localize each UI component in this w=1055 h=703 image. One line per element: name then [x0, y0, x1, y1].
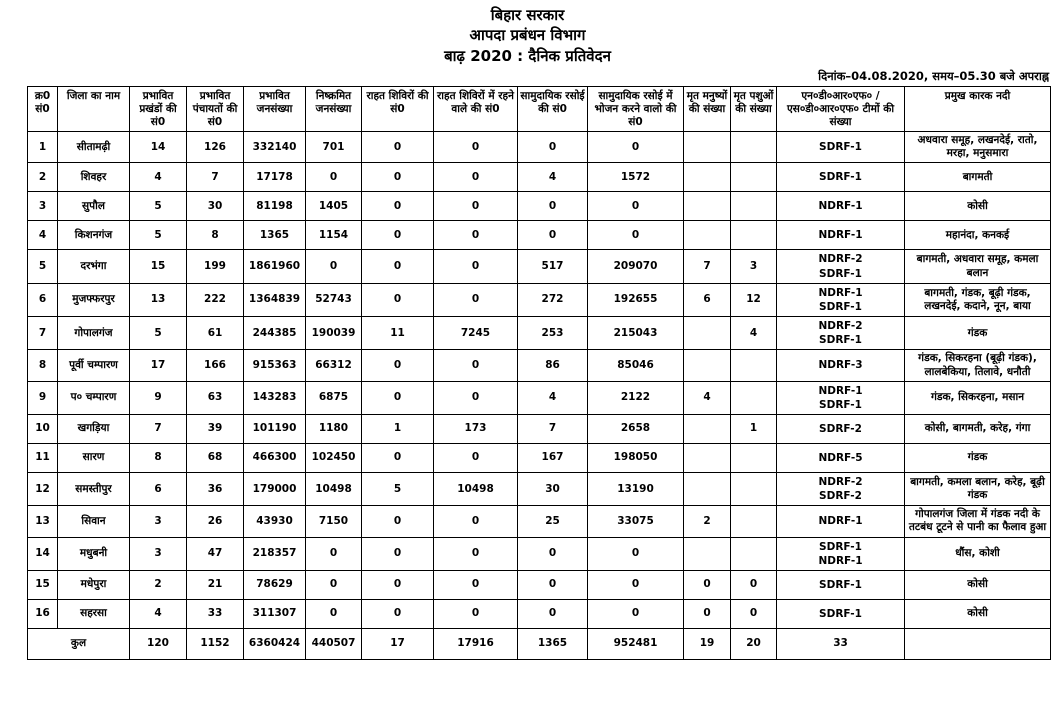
value-cell: 81198 — [244, 192, 306, 221]
value-cell: 126 — [187, 132, 244, 163]
team-label: SDRF-1 — [819, 540, 862, 553]
value-cell: 0 — [434, 250, 518, 283]
value-cell: 701 — [306, 132, 362, 163]
value-cell: 0 — [731, 599, 777, 628]
value-cell: 13190 — [588, 473, 684, 506]
table-row — [28, 283, 1051, 316]
value-cell: 30 — [187, 192, 244, 221]
value-cell: 0 — [362, 506, 434, 537]
column-header-6: निष्क्रमित जनसंख्या — [306, 86, 362, 131]
value-cell: 0 — [434, 350, 518, 381]
table-row — [28, 444, 1051, 473]
total-row — [28, 628, 1051, 659]
teams-cell — [777, 570, 905, 599]
total-teams-cell: 33 — [777, 628, 905, 659]
table-row — [28, 473, 1051, 506]
value-cell: 1405 — [306, 192, 362, 221]
teams-cell — [777, 506, 905, 537]
value-cell: 1861960 — [244, 250, 306, 283]
value-cell: 0 — [362, 163, 434, 192]
value-cell: 0 — [362, 283, 434, 316]
value-cell: 0 — [684, 570, 731, 599]
total-value-cell: 1152 — [187, 628, 244, 659]
teams-cell — [777, 283, 905, 316]
total-value-cell: 6360424 — [244, 628, 306, 659]
column-header-4: प्रभावित पंचायतों की सं0 — [187, 86, 244, 131]
value-cell: 0 — [518, 599, 588, 628]
value-cell — [684, 415, 731, 444]
value-cell: 17 — [130, 350, 187, 381]
value-cell — [684, 192, 731, 221]
value-cell: 5 — [130, 192, 187, 221]
value-cell — [731, 473, 777, 506]
value-cell: 190039 — [306, 317, 362, 350]
rivers-cell: बागमती, अधवारा समूह, कमला बलान — [905, 250, 1051, 283]
value-cell: 0 — [434, 381, 518, 414]
total-value-cell: 19 — [684, 628, 731, 659]
team-label: NDRF-2 — [818, 320, 863, 333]
serial-cell: 14 — [28, 537, 58, 570]
serial-cell: 8 — [28, 350, 58, 381]
district-cell: दरभंगा — [58, 250, 130, 283]
value-cell: 102450 — [306, 444, 362, 473]
value-cell: 4 — [518, 163, 588, 192]
value-cell — [684, 132, 731, 163]
teams-cell — [777, 163, 905, 192]
value-cell: 0 — [588, 132, 684, 163]
value-cell: 12 — [731, 283, 777, 316]
column-header-13: एन०डी०आर०एफ० / एस०डी०आर०एफ० टीमों की संख्या — [777, 86, 905, 131]
value-cell: 10498 — [434, 473, 518, 506]
report-title: बाढ़ 2020 : दैनिक प्रतिवेदन — [444, 46, 611, 65]
table-header-row — [28, 86, 1051, 131]
serial-cell: 5 — [28, 250, 58, 283]
total-value-cell: 1365 — [518, 628, 588, 659]
value-cell: 1365 — [244, 221, 306, 250]
value-cell: 5 — [130, 317, 187, 350]
value-cell: 0 — [731, 570, 777, 599]
rivers-cell: कोसी — [905, 570, 1051, 599]
team-label: NDRF-2 — [818, 253, 863, 266]
value-cell: 68 — [187, 444, 244, 473]
value-cell: 0 — [434, 570, 518, 599]
value-cell: 4 — [731, 317, 777, 350]
value-cell — [684, 537, 731, 570]
value-cell: 0 — [306, 570, 362, 599]
value-cell — [731, 132, 777, 163]
serial-cell: 13 — [28, 506, 58, 537]
district-cell: समस्तीपुर — [58, 473, 130, 506]
value-cell: 0 — [362, 599, 434, 628]
district-cell: सारण — [58, 444, 130, 473]
rivers-cell: बागमती — [905, 163, 1051, 192]
value-cell: 0 — [434, 444, 518, 473]
teams-cell — [777, 473, 905, 506]
district-cell: मधुबनी — [58, 537, 130, 570]
total-value-cell: 20 — [731, 628, 777, 659]
value-cell: 1180 — [306, 415, 362, 444]
value-cell — [731, 221, 777, 250]
value-cell: 253 — [518, 317, 588, 350]
value-cell: 7 — [518, 415, 588, 444]
value-cell: 272 — [518, 283, 588, 316]
value-cell: 0 — [684, 599, 731, 628]
value-cell: 5 — [130, 221, 187, 250]
value-cell: 0 — [434, 599, 518, 628]
value-cell: 179000 — [244, 473, 306, 506]
date-time-line: दिनांक–04.08.2020, समय–05.30 बजे अपराह्न — [818, 68, 1049, 83]
table-row — [28, 163, 1051, 192]
team-label: NDRF-2 — [818, 476, 863, 488]
value-cell: 13 — [130, 283, 187, 316]
value-cell: 1 — [362, 415, 434, 444]
value-cell: 0 — [362, 192, 434, 221]
value-cell: 10498 — [306, 473, 362, 506]
table-row — [28, 132, 1051, 163]
value-cell — [731, 381, 777, 414]
team-label: SDRF-1 — [819, 398, 862, 411]
teams-cell — [777, 444, 905, 473]
teams-cell — [777, 599, 905, 628]
district-cell: पूर्वी चम्पारण — [58, 350, 130, 381]
column-header-1: क्र0 सं0 — [28, 86, 58, 131]
rivers-cell: धौंस, कोशी — [905, 537, 1051, 570]
serial-cell: 10 — [28, 415, 58, 444]
value-cell: 5 — [362, 473, 434, 506]
value-cell: 0 — [362, 570, 434, 599]
value-cell: 0 — [434, 132, 518, 163]
teams-cell — [777, 381, 905, 414]
value-cell: 192655 — [588, 283, 684, 316]
value-cell: 2658 — [588, 415, 684, 444]
value-cell: 63 — [187, 381, 244, 414]
value-cell: 166 — [187, 350, 244, 381]
value-cell: 222 — [187, 283, 244, 316]
column-header-9: सामुदायिक रसोई की सं0 — [518, 86, 588, 131]
value-cell: 2 — [130, 570, 187, 599]
value-cell: 7245 — [434, 317, 518, 350]
value-cell: 0 — [588, 192, 684, 221]
table-row — [28, 192, 1051, 221]
value-cell: 215043 — [588, 317, 684, 350]
district-cell: शिवहर — [58, 163, 130, 192]
value-cell — [684, 317, 731, 350]
teams-cell — [777, 132, 905, 163]
teams-cell — [777, 317, 905, 350]
value-cell: 0 — [362, 381, 434, 414]
value-cell: 78629 — [244, 570, 306, 599]
value-cell: 173 — [434, 415, 518, 444]
value-cell: 0 — [588, 599, 684, 628]
value-cell — [684, 473, 731, 506]
total-value-cell: 952481 — [588, 628, 684, 659]
team-label: SDRF-1 — [819, 171, 862, 184]
district-cell: गोपालगंज — [58, 317, 130, 350]
value-cell: 52743 — [306, 283, 362, 316]
value-cell — [731, 192, 777, 221]
value-cell: 0 — [518, 221, 588, 250]
value-cell: 0 — [434, 283, 518, 316]
value-cell: 3 — [731, 250, 777, 283]
value-cell: 0 — [588, 221, 684, 250]
value-cell: 86 — [518, 350, 588, 381]
value-cell: 0 — [434, 221, 518, 250]
teams-cell — [777, 250, 905, 283]
value-cell: 7 — [187, 163, 244, 192]
column-header-10: सामुदायिक रसोई में भोजन करने वालो की सं0 — [588, 86, 684, 131]
value-cell: 143283 — [244, 381, 306, 414]
value-cell: 61 — [187, 317, 244, 350]
value-cell: 0 — [434, 192, 518, 221]
value-cell — [684, 221, 731, 250]
value-cell: 33075 — [588, 506, 684, 537]
rivers-cell: कोसी — [905, 599, 1051, 628]
value-cell: 4 — [130, 163, 187, 192]
value-cell: 311307 — [244, 599, 306, 628]
value-cell: 244385 — [244, 317, 306, 350]
serial-cell: 2 — [28, 163, 58, 192]
value-cell — [731, 537, 777, 570]
flood-report-table — [27, 86, 1051, 660]
value-cell: 66312 — [306, 350, 362, 381]
value-cell — [731, 350, 777, 381]
value-cell: 9 — [130, 381, 187, 414]
value-cell: 3 — [130, 506, 187, 537]
value-cell: 0 — [362, 221, 434, 250]
value-cell: 14 — [130, 132, 187, 163]
value-cell — [684, 444, 731, 473]
column-header-7: राहत शिविरों की सं0 — [362, 86, 434, 131]
rivers-cell: गंडक, सिकरहना (बूढ़ी गंडक), लालबेकिया, तिलावे, धनौती — [905, 350, 1051, 381]
value-cell: 25 — [518, 506, 588, 537]
team-label: SDRF-1 — [819, 141, 862, 154]
value-cell: 47 — [187, 537, 244, 570]
column-header-3: प्रभावित प्रखंडों की सं0 — [130, 86, 187, 131]
value-cell: 7150 — [306, 506, 362, 537]
value-cell: 0 — [306, 163, 362, 192]
teams-cell — [777, 192, 905, 221]
serial-cell: 7 — [28, 317, 58, 350]
value-cell: 466300 — [244, 444, 306, 473]
column-header-12: मृत पशुओं की संख्या — [731, 86, 777, 131]
value-cell: 0 — [434, 163, 518, 192]
serial-cell: 11 — [28, 444, 58, 473]
district-cell: मुजफ्फरपुर — [58, 283, 130, 316]
value-cell: 167 — [518, 444, 588, 473]
teams-cell — [777, 221, 905, 250]
district-cell: खगड़िया — [58, 415, 130, 444]
value-cell: 0 — [518, 570, 588, 599]
teams-cell — [777, 350, 905, 381]
total-label: कुल — [28, 628, 130, 659]
value-cell: 0 — [362, 350, 434, 381]
value-cell — [731, 163, 777, 192]
value-cell: 7 — [130, 415, 187, 444]
table-row — [28, 506, 1051, 537]
value-cell: 1154 — [306, 221, 362, 250]
value-cell: 0 — [362, 250, 434, 283]
team-label: SDRF-2 — [819, 422, 862, 435]
value-cell: 0 — [588, 570, 684, 599]
district-cell: किशनगंज — [58, 221, 130, 250]
value-cell: 6 — [130, 473, 187, 506]
total-rivers-cell — [905, 628, 1051, 659]
team-label: SDRF-1 — [819, 578, 862, 591]
serial-cell: 1 — [28, 132, 58, 163]
table-row — [28, 537, 1051, 570]
team-label: NDRF-3 — [818, 359, 863, 372]
teams-cell — [777, 415, 905, 444]
teams-cell — [777, 537, 905, 570]
value-cell: 0 — [518, 192, 588, 221]
value-cell: 33 — [187, 599, 244, 628]
value-cell — [731, 506, 777, 537]
value-cell: 26 — [187, 506, 244, 537]
team-label: NDRF-1 — [818, 200, 863, 213]
value-cell: 4 — [130, 599, 187, 628]
government-title: बिहार सरकार — [490, 6, 565, 24]
column-header-8: राहत शिविरों में रहने वाले की सं0 — [434, 86, 518, 131]
district-cell: मधेपुरा — [58, 570, 130, 599]
team-label: SDRF-1 — [819, 607, 862, 620]
team-label: SDRF-2 — [819, 490, 862, 503]
value-cell: 0 — [434, 537, 518, 570]
rivers-cell: गंडक — [905, 444, 1051, 473]
table-row — [28, 570, 1051, 599]
team-label: SDRF-1 — [819, 334, 862, 347]
value-cell: 4 — [684, 381, 731, 414]
value-cell: 2122 — [588, 381, 684, 414]
value-cell: 0 — [306, 599, 362, 628]
rivers-cell: गोपालगंज जिला में गंडक नदी के तटबंध टूटने से पानी का फैलाव हुआ — [905, 506, 1051, 537]
value-cell: 101190 — [244, 415, 306, 444]
team-label: SDRF-1 — [819, 267, 862, 280]
total-value-cell: 17 — [362, 628, 434, 659]
value-cell: 0 — [518, 132, 588, 163]
value-cell: 0 — [362, 537, 434, 570]
district-cell: सुपौल — [58, 192, 130, 221]
value-cell: 85046 — [588, 350, 684, 381]
district-cell: सहरसा — [58, 599, 130, 628]
rivers-cell: गंडक — [905, 317, 1051, 350]
serial-cell: 15 — [28, 570, 58, 599]
team-label: NDRF-1 — [818, 384, 863, 397]
table-row — [28, 250, 1051, 283]
column-header-14: प्रमुख कारक नदी — [905, 86, 1051, 131]
value-cell: 2 — [684, 506, 731, 537]
value-cell: 209070 — [588, 250, 684, 283]
team-label: NDRF-5 — [818, 451, 863, 464]
rivers-cell: अधवारा समूह, लखनदेई, रातो, मरहा, मनुसमारा — [905, 132, 1051, 163]
value-cell: 0 — [306, 250, 362, 283]
serial-cell: 3 — [28, 192, 58, 221]
value-cell: 0 — [362, 132, 434, 163]
value-cell: 1572 — [588, 163, 684, 192]
district-cell: सिवान — [58, 506, 130, 537]
value-cell: 915363 — [244, 350, 306, 381]
total-value-cell: 120 — [130, 628, 187, 659]
table-row — [28, 317, 1051, 350]
value-cell: 36 — [187, 473, 244, 506]
table-row — [28, 381, 1051, 414]
value-cell — [731, 444, 777, 473]
table-row — [28, 415, 1051, 444]
table-row — [28, 350, 1051, 381]
value-cell: 0 — [362, 444, 434, 473]
value-cell: 1 — [731, 415, 777, 444]
serial-cell: 16 — [28, 599, 58, 628]
rivers-cell: बागमती, गंडक, बूढ़ी गंडक, लखनदेई, कदाने, नून, बाया — [905, 283, 1051, 316]
district-cell: प० चम्पारण — [58, 381, 130, 414]
rivers-cell: कोसी, बागमती, करेह, गंगा — [905, 415, 1051, 444]
value-cell: 332140 — [244, 132, 306, 163]
rivers-cell: बागमती, कमला बलान, करेह, बूढ़ी गंडक — [905, 473, 1051, 506]
rivers-cell: गंडक, सिकरहना, मसान — [905, 381, 1051, 414]
value-cell: 0 — [518, 537, 588, 570]
value-cell: 1364839 — [244, 283, 306, 316]
district-cell: सीतामढ़ी — [58, 132, 130, 163]
table-row — [28, 599, 1051, 628]
value-cell: 218357 — [244, 537, 306, 570]
column-header-2: जिला का नाम — [58, 86, 130, 131]
value-cell: 39 — [187, 415, 244, 444]
serial-cell: 6 — [28, 283, 58, 316]
table-row — [28, 221, 1051, 250]
value-cell: 8 — [130, 444, 187, 473]
value-cell: 0 — [588, 537, 684, 570]
rivers-cell: कोसी — [905, 192, 1051, 221]
value-cell: 0 — [434, 506, 518, 537]
column-header-5: प्रभावित जनसंख्या — [244, 86, 306, 131]
department-title: आपदा प्रबंधन विभाग — [469, 26, 586, 45]
value-cell: 15 — [130, 250, 187, 283]
serial-cell: 12 — [28, 473, 58, 506]
value-cell: 30 — [518, 473, 588, 506]
value-cell: 7 — [684, 250, 731, 283]
value-cell — [684, 163, 731, 192]
value-cell: 0 — [306, 537, 362, 570]
team-label: NDRF-1 — [818, 229, 863, 242]
value-cell: 21 — [187, 570, 244, 599]
value-cell: 11 — [362, 317, 434, 350]
total-value-cell: 17916 — [434, 628, 518, 659]
serial-cell: 4 — [28, 221, 58, 250]
value-cell: 4 — [518, 381, 588, 414]
team-label: NDRF-1 — [818, 515, 863, 528]
value-cell: 3 — [130, 537, 187, 570]
value-cell: 6875 — [306, 381, 362, 414]
value-cell: 17178 — [244, 163, 306, 192]
total-value-cell: 440507 — [306, 628, 362, 659]
value-cell: 43930 — [244, 506, 306, 537]
column-header-11: मृत मनुष्यों की संख्या — [684, 86, 731, 131]
value-cell — [684, 350, 731, 381]
rivers-cell: महानंदा, कनकई — [905, 221, 1051, 250]
team-label: NDRF-1 — [818, 554, 863, 567]
value-cell: 198050 — [588, 444, 684, 473]
serial-cell: 9 — [28, 381, 58, 414]
value-cell: 517 — [518, 250, 588, 283]
value-cell: 199 — [187, 250, 244, 283]
team-label: NDRF-1 — [818, 286, 863, 299]
value-cell: 8 — [187, 221, 244, 250]
value-cell: 6 — [684, 283, 731, 316]
team-label: SDRF-1 — [819, 300, 862, 313]
report-header — [0, 5, 1055, 66]
